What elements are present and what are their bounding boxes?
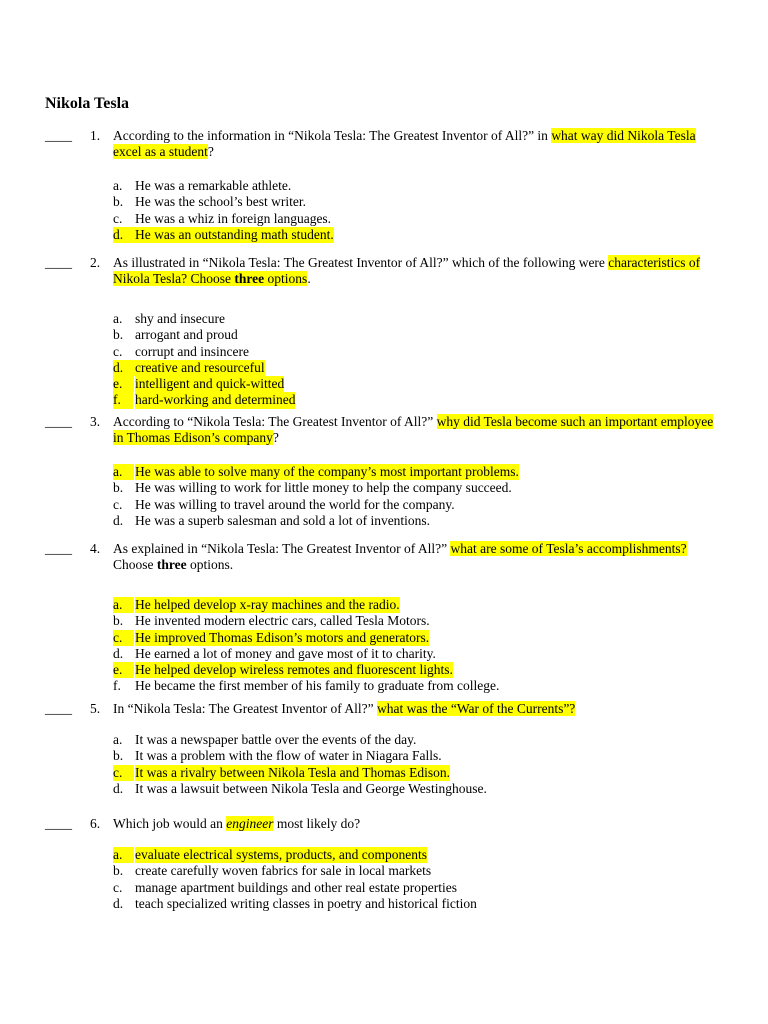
option-text: corrupt and insincere [135,343,249,359]
option-text: create carefully woven fabrics for sale in local markets [135,863,432,879]
question-stem [113,541,723,574]
highlighted-text: options [264,271,308,287]
option-letter: c. [113,343,123,359]
option-letter: d. [113,227,135,243]
option-text: He improved Thomas Edison’s motors and generators. [135,629,430,645]
question-stem [113,816,723,832]
question-number: 6. [90,816,101,831]
option-letter: b. [113,863,124,879]
highlighted-text: engineer [226,816,274,831]
highlighted-text: what are some of Tesla’s accomplishments? [450,541,687,556]
stem-text: Choose [113,557,157,573]
question-number: 5. [90,701,101,716]
option-letter: e. [113,662,134,678]
answer-blank[interactable]: ____ [45,816,72,831]
option-letter: b. [113,194,124,210]
question-stem [113,128,723,161]
question-number: 1. [90,128,101,143]
option-text: It was a newspaper battle over the events of the day. [135,732,417,747]
option-letter: f. [113,392,133,408]
option-text: He was the school’s best writer. [135,194,306,210]
option-text: He helped develop x-ray machines and the radio. [135,597,400,612]
option-text: intelligent and quick-witted [135,376,285,392]
option-letter: b. [113,327,124,343]
highlighted-text: what was the “War of the Currents”? [376,701,576,716]
option-letter: c. [113,879,123,895]
stem-text: ? [272,430,279,446]
question-number: 3. [90,414,101,429]
option-letter: e. [113,376,134,392]
stem-text: As illustrated in “Nikola Tesla: The Greatest Inventor of All?” which of the following were [113,255,609,270]
answer-blank[interactable]: ____ [45,414,72,429]
option-letter: b. [113,480,124,496]
option-letter: b. [113,613,124,629]
option-text: He invented modern electric cars, called Tesla Motors. [135,613,430,629]
question-stem [113,255,723,288]
option-text: It was a lawsuit between Nikola Tesla and George Westinghouse. [135,780,487,796]
option-text: He was a remarkable athlete. [135,178,292,193]
option-text: He was an outstanding math student. [135,226,334,242]
question-stem [113,414,723,447]
option-letter: c. [113,630,134,646]
option-letter: a. [113,597,134,613]
option-letter: f. [113,678,121,694]
option-text: He was willing to work for little money to help the company succeed. [135,480,512,496]
option-letter: a. [113,847,134,863]
option-letter: d. [113,360,135,376]
stem-text: According to “Nikola Tesla: The Greatest Inventor of All?” [113,414,437,429]
option-text: teach specialized writing classes in poetry and historical fiction [135,895,477,911]
option-letter: a. [113,464,134,480]
option-text: He helped develop wireless remotes and fluorescent lights. [135,662,453,678]
option-letter: c. [113,496,123,512]
option-letter: b. [113,748,124,764]
page-title: Nikola Tesla [45,95,130,112]
stem-text: most likely do? [273,816,361,831]
option-letter: d. [113,780,124,796]
stem-text: . [307,271,311,287]
option-text: He was a whiz in foreign languages. [135,210,332,226]
answer-blank[interactable]: ____ [45,128,72,143]
question-number: 4. [90,541,101,556]
option-text: It was a rivalry between Nikola Tesla and Thomas Edison. [135,764,450,780]
option-text: He became the first member of his family to graduate from college. [135,678,500,694]
option-text: He earned a lot of money and gave most of it to charity. [135,645,436,661]
option-letter: a. [113,178,123,193]
stem-text: ? [207,144,214,160]
option-letter: c. [113,210,123,226]
highlighted-text: characteristics of Nikola Tesla? Choose [113,255,701,287]
answer-blank[interactable]: ____ [45,255,72,270]
option-letter: d. [113,512,124,528]
question-stem [113,701,723,717]
stem-text: According to the information in “Nikola Tesla: The Greatest Inventor of All?” in [113,128,552,143]
option-letter: d. [113,895,124,911]
question-number: 2. [90,255,101,270]
option-text: creative and resourceful [135,359,265,375]
answer-blank[interactable]: ____ [45,701,72,716]
option-letter: d. [113,645,124,661]
option-text: arrogant and proud [135,327,238,343]
option-text: hard-working and determined [135,392,296,408]
option-letter: c. [113,765,134,781]
highlighted-text: what way did Nikola Tesla excel as a student [113,128,696,160]
stem-text: Which job would an [113,816,227,831]
answer-blank[interactable]: ____ [45,541,72,556]
option-letter: a. [113,732,123,747]
option-text: He was a superb salesman and sold a lot of inventions. [135,512,431,528]
option-text: evaluate electrical systems, products, and components [135,847,428,862]
option-text: He was willing to travel around the world for the company. [135,496,455,512]
option-text: He was able to solve many of the company’s most important problems. [135,464,519,479]
highlighted-text: three [234,271,265,287]
stem-text: three [156,557,187,573]
option-letter: a. [113,311,123,326]
stem-text: As explained in “Nikola Tesla: The Greatest Inventor of All?” [113,541,451,556]
highlighted-text: why did Tesla become such an important employee in Thomas Edison’s company [113,414,714,446]
option-text: manage apartment buildings and other real estate properties [135,879,458,895]
stem-text: In “Nikola Tesla: The Greatest Inventor of All?” [113,701,377,716]
stem-text: options. [186,557,234,573]
option-text: shy and insecure [135,311,225,326]
option-text: It was a problem with the flow of water in Niagara Falls. [135,748,442,764]
